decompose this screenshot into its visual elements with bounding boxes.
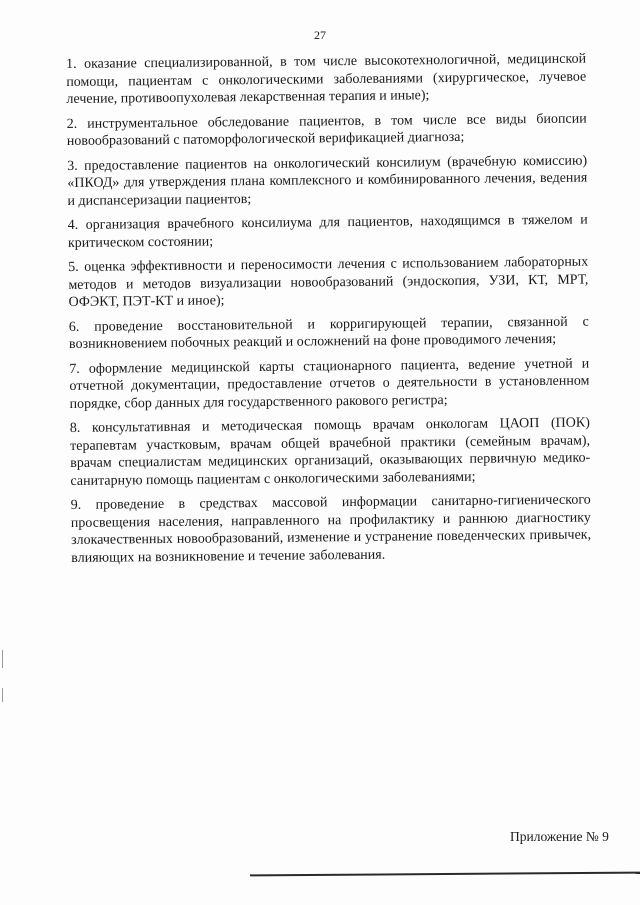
scan-edge-mark [2, 688, 3, 702]
scan-edge-mark [2, 650, 3, 668]
list-item: 9. проведение в средствах массовой информации санитарно-гигиенического просвещения населения, направленного на профилактику и раннюю диагностику злокачественных новообразований, изменение и устранение поведенческих привычек, влияющих на возникновение и течение заболевания. [70, 492, 592, 566]
footer-divider [250, 872, 640, 876]
list-item: 6. проведение восстановительной и корригирующей терапии, связанной с возникновением побочных реакций и осложнений на фоне проводимого лечения; [68, 314, 589, 352]
list-item: 8. консультативная и методическая помощь врачам онкологам ЦАОП (ПОК) терапевтам участковым, врачам общей врачебной практики (семейным врачам), врачам специалистам медицинских организаций, оказывающих первичную медико-санитарную помощь пациентам с онкологическими заболеваниями; [69, 415, 591, 489]
list-item: 4. организация врачебного консилиума для пациентов, находящимся в тяжелом и критическом состоянии; [67, 212, 588, 251]
list-item: 3. предоставление пациентов на онкологический консилиум (врачебную комиссию) «ПКОД» для утверждения плана комплексного и комбинированного лечения, ведения и диспансеризации пациентов; [67, 153, 588, 209]
page-number: 27 [314, 28, 326, 42]
list-item: 7. оформление медицинской карты стационарного пациента, ведение учетной и отчетной документации, предоставление отчетов о деятельности в установленном порядке, сбор данных для государственного ракового регистра; [69, 356, 590, 412]
list-item: 2. инструментальное обследование пациентов, в том числе все виды биопсии новообразований с патоморфологической верификацией диагноза; [66, 111, 587, 149]
list-item: 1. оказание специализированной, в том числе высокотехнологичной, медицинской помощи, пациентам с онкологическими заболеваниями (хирургическое, лучевое лечение, противоопухолевая лекарственная терапия и иные); [66, 51, 587, 107]
duties-list [66, 51, 591, 574]
list-item: 5. оценка эффективности и переносимости лечения с использованием лабораторных методов и методов визуализации новообразований (эндоскопия, УЗИ, КТ, МРТ, ОФЭКТ, ПЭТ-КТ и иное); [68, 254, 589, 310]
appendix-label: Приложение № 9 [510, 829, 609, 844]
